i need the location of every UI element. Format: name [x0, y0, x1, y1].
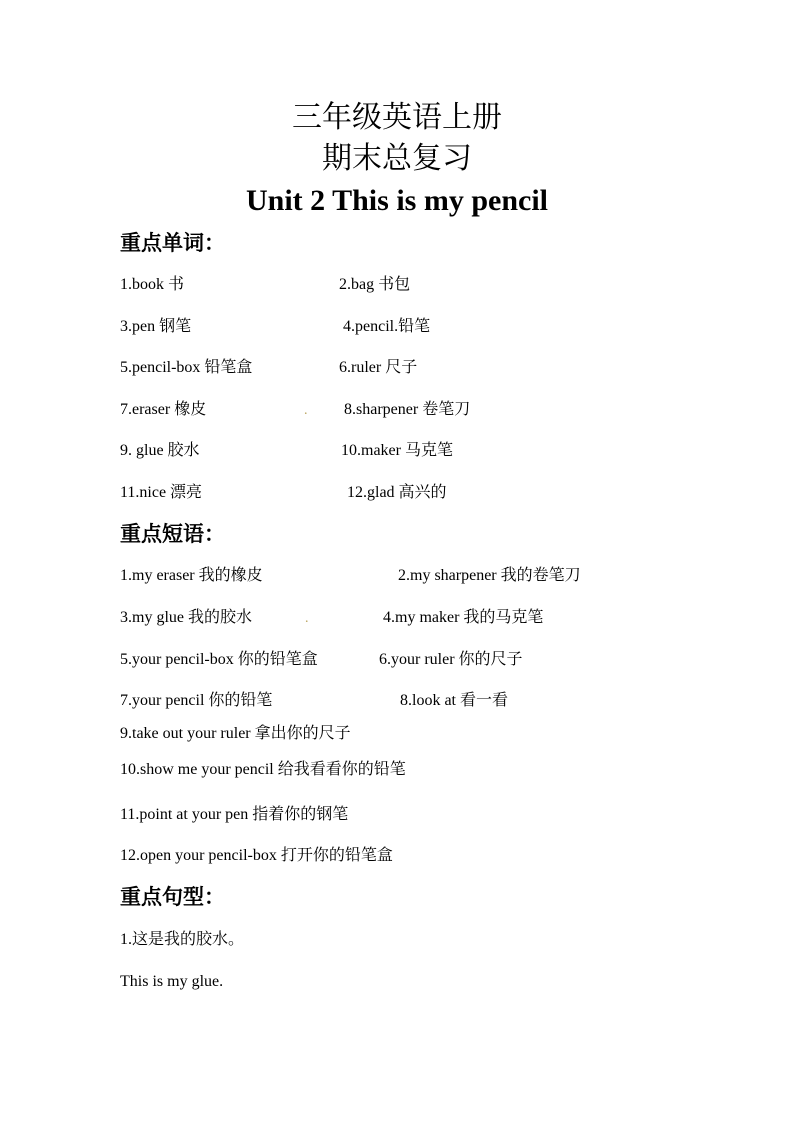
word-item: 6.ruler 尺子 [339, 359, 418, 376]
phrase-item: 6.your ruler 你的尺子 [379, 651, 523, 668]
section-heading-words: 重点单词： [120, 230, 225, 255]
section-heading-phrases: 重点短语： [120, 521, 225, 546]
phrase-item: 5.your pencil-box 你的铅笔盒 [120, 651, 318, 668]
word-item: 9. glue 胶水 [120, 442, 200, 459]
sentence-cn: 1.这是我的胶水。 [120, 931, 245, 948]
title-unit: Unit 2 This is my pencil [245, 184, 548, 217]
section-heading-sentences: 重点句型： [120, 884, 225, 909]
phrase-item: 1.my eraser 我的橡皮 [120, 567, 263, 584]
title-grade: 三年级英语上册 [292, 100, 502, 135]
word-item: 1.book 书 [120, 276, 185, 293]
word-item: 8.sharpener 卷笔刀 [344, 401, 471, 418]
phrase-item: 2.my sharpener 我的卷笔刀 [398, 567, 581, 584]
phrase-item: 4.my maker 我的马克笔 [383, 609, 544, 626]
phrase-item: 10.show me your pencil 给我看看你的铅笔 [120, 761, 406, 778]
stray-dot: . [305, 611, 309, 626]
phrase-item: 11.point at your pen 指着你的钢笔 [120, 806, 349, 823]
word-item: 12.glad 高兴的 [347, 484, 447, 501]
word-item: 3.pen 钢笔 [120, 318, 192, 335]
phrase-item: 3.my glue 我的胶水 [120, 609, 252, 626]
phrase-item: 8.look at 看一看 [400, 692, 508, 709]
phrase-item: 12.open your pencil-box 打开你的铅笔盒 [120, 847, 393, 864]
title-review: 期末总复习 [322, 141, 472, 176]
word-item: 10.maker 马克笔 [341, 442, 453, 459]
phrase-item: 7.your pencil 你的铅笔 [120, 692, 273, 709]
word-item: 2.bag 书包 [339, 276, 411, 293]
phrase-item: 9.take out your ruler 拿出你的尺子 [120, 725, 351, 742]
sentence-en: This is my glue. [120, 973, 224, 990]
word-item: 4.pencil.铅笔 [343, 318, 431, 335]
word-item: 7.eraser 橡皮 [120, 401, 207, 418]
stray-dot: . [304, 403, 308, 418]
word-item: 11.nice 漂亮 [120, 484, 203, 501]
word-item: 5.pencil-box 铅笔盒 [120, 359, 253, 376]
